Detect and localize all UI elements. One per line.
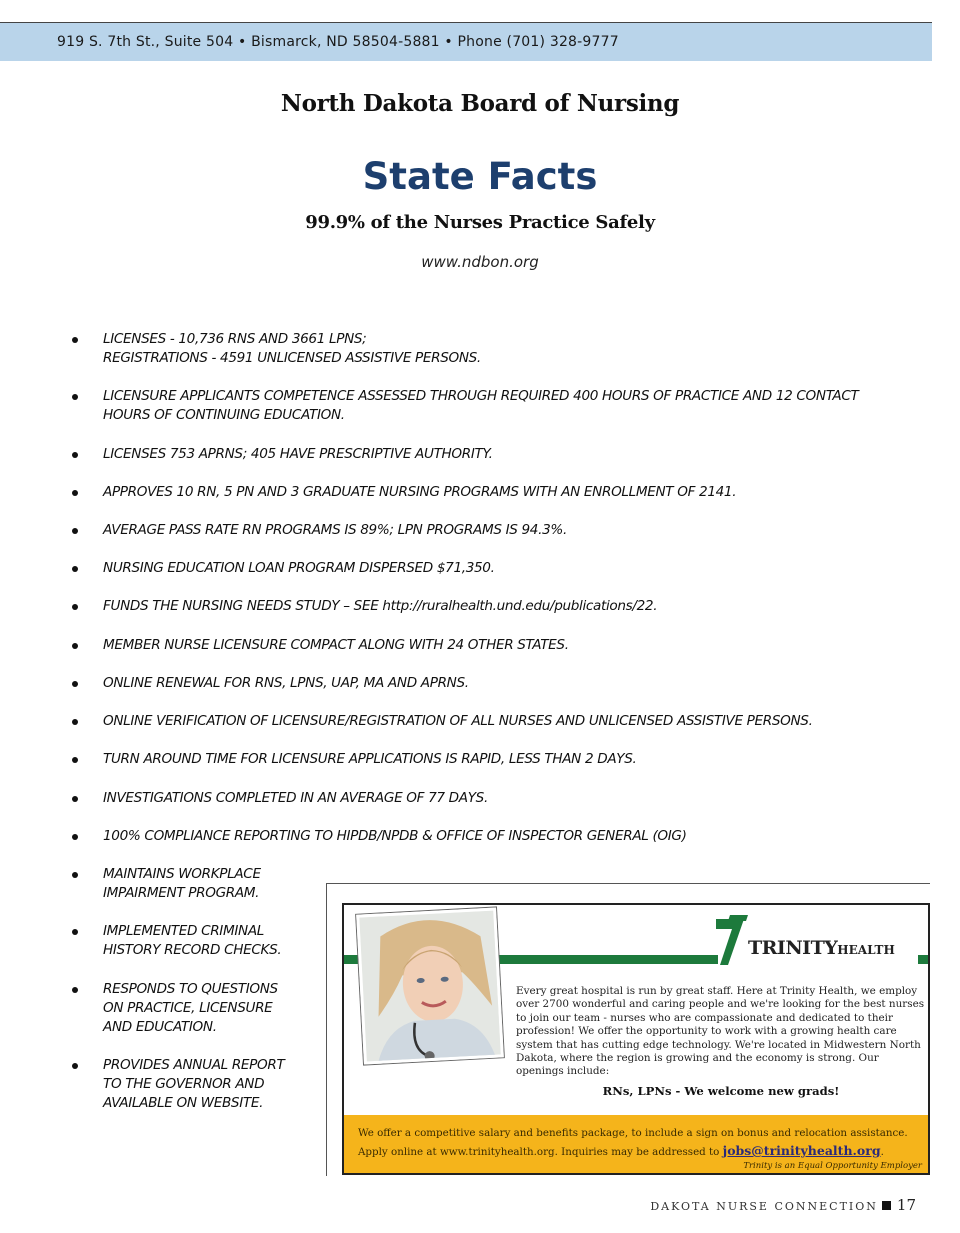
fact-text: LICENSES 753 APRNS; 405 HAVE PRESCRIPTIVE AUTHORITY. <box>103 446 493 462</box>
fact-text: AVAILABLE ON WEBSITE. <box>103 1095 264 1111</box>
fact-text: 100% COMPLIANCE REPORTING TO HIPDB/NPDB & OFFICE OF INSPECTOR GENERAL (OIG) <box>103 828 687 844</box>
bullet-icon <box>72 490 78 496</box>
ad-welcome-line: RNs, LPNs - We welcome new grads! <box>602 1084 840 1098</box>
organization-title: North Dakota Board of Nursing <box>280 90 680 117</box>
fact-text: AND EDUCATION. <box>103 1019 217 1035</box>
fact-text: APPROVES 10 RN, 5 PN AND 3 GRADUATE NURSING PROGRAMS WITH AN ENROLLMENT OF 2141. <box>103 484 737 500</box>
fact-text: TO THE GOVERNOR AND <box>103 1076 265 1092</box>
eeo-statement: Trinity is an Equal Opportunity Employer <box>743 1161 922 1171</box>
fact-text: HISTORY RECORD CHECKS. <box>103 942 282 958</box>
fact-text: MEMBER NURSE LICENSURE COMPACT ALONG WITH 24 OTHER STATES. <box>103 637 569 653</box>
fact-text: IMPAIRMENT PROGRAM. <box>103 885 260 901</box>
ad-offer-band <box>344 1115 928 1173</box>
ad-offer-text: We offer a competitive salary and benefits package, to include a sign on bonus and relocation assistance. Apply online at www.trinityhealth.org. Inquiries may be addressed to jobs@trinityhealth.org. <box>358 1127 908 1158</box>
bullet-icon <box>72 337 78 343</box>
bullet-icon <box>72 719 78 725</box>
ad-body-text: Every great hospital is run by great staff. Here at Trinity Health, we employ over 2700 wonderful and caring people and we're looking for the best nurses to join our team - nurses who are compassionate and dedicated to their profession! We offer the opportunity to work with a growing health care system that has cutting edge technology. We're located in Midwestern North Dakota, where the region is growing and the economy is strong. Our openings include: <box>516 985 925 1078</box>
fact-text: LICENSES - 10,736 RNS AND 3661 LPNS; <box>103 331 367 347</box>
bullet-icon <box>72 796 78 802</box>
fact-text: AVERAGE PASS RATE RN PROGRAMS IS 89%; LPN PROGRAMS IS 94.3%. <box>103 522 567 538</box>
fact-text: NURSING EDUCATION LOAN PROGRAM DISPERSED $71,350. <box>103 560 495 576</box>
address-bar <box>0 22 932 61</box>
bullet-icon <box>72 566 78 572</box>
fact-text: RESPONDS TO QUESTIONS <box>103 981 278 997</box>
trinity-health-ad <box>342 903 930 1175</box>
fact-text: HOURS OF CONTINUING EDUCATION. <box>103 407 345 423</box>
bullet-icon <box>72 643 78 649</box>
tagline: 99.9% of the Nurses Practice Safely <box>305 212 655 233</box>
bullet-icon <box>72 929 78 935</box>
bullet-icon <box>72 528 78 534</box>
bullet-icon <box>72 1063 78 1069</box>
fact-text: PROVIDES ANNUAL REPORT <box>103 1057 285 1073</box>
website-link[interactable]: www.ndbon.org <box>421 253 539 271</box>
fact-text: ON PRACTICE, LICENSURE <box>103 1000 273 1016</box>
fact-text: MAINTAINS WORKPLACE <box>103 866 261 882</box>
bullet-icon <box>72 394 78 400</box>
trinity-health-logo <box>718 913 918 969</box>
fact-text: INVESTIGATIONS COMPLETED IN AN AVERAGE OF 77 DAYS. <box>103 790 488 806</box>
fact-text: ONLINE VERIFICATION OF LICENSURE/REGISTRATION OF ALL NURSES AND UNLICENSED ASSISTIVE PERSONS. <box>103 713 813 729</box>
fact-text: ONLINE RENEWAL FOR RNS, LPNS, UAP, MA AND APRNS. <box>103 675 469 691</box>
bullet-icon <box>72 604 78 610</box>
bullet-icon <box>72 987 78 993</box>
fact-text: REGISTRATIONS - 4591 UNLICENSED ASSISTIVE PERSONS. <box>103 350 481 366</box>
fact-text: FUNDS THE NURSING NEEDS STUDY – SEE http://ruralhealth.und.edu/publications/22. <box>103 598 658 614</box>
email-link[interactable]: jobs@trinityhealth.org <box>722 1143 881 1158</box>
bullet-icon <box>72 872 78 878</box>
publication-name: DAKOTA NURSE CONNECTION <box>650 1200 878 1213</box>
page-footer <box>650 1196 916 1214</box>
fact-text: TURN AROUND TIME FOR LICENSURE APPLICATIONS IS RAPID, LESS THAN 2 DAYS. <box>103 751 637 767</box>
page-number: 17 <box>896 1196 916 1214</box>
bullet-icon <box>72 834 78 840</box>
fact-text: IMPLEMENTED CRIMINAL <box>103 923 264 939</box>
logo-wordmark: TRINITYHEALTH <box>748 937 895 959</box>
address-text: 919 S. 7th St., Suite 504 • Bismarck, ND 58504-5881 • Phone (701) 328-9777 <box>57 34 619 50</box>
bullet-icon <box>72 757 78 763</box>
bullet-icon <box>72 452 78 458</box>
bullet-icon <box>72 681 78 687</box>
page-title: State Facts <box>362 155 598 198</box>
footer-square-icon <box>882 1201 891 1210</box>
fact-text: LICENSURE APPLICANTS COMPETENCE ASSESSED THROUGH REQUIRED 400 HOURS OF PRACTICE AND 12 CONTACT <box>103 388 859 404</box>
nurse-photo <box>356 907 504 1064</box>
